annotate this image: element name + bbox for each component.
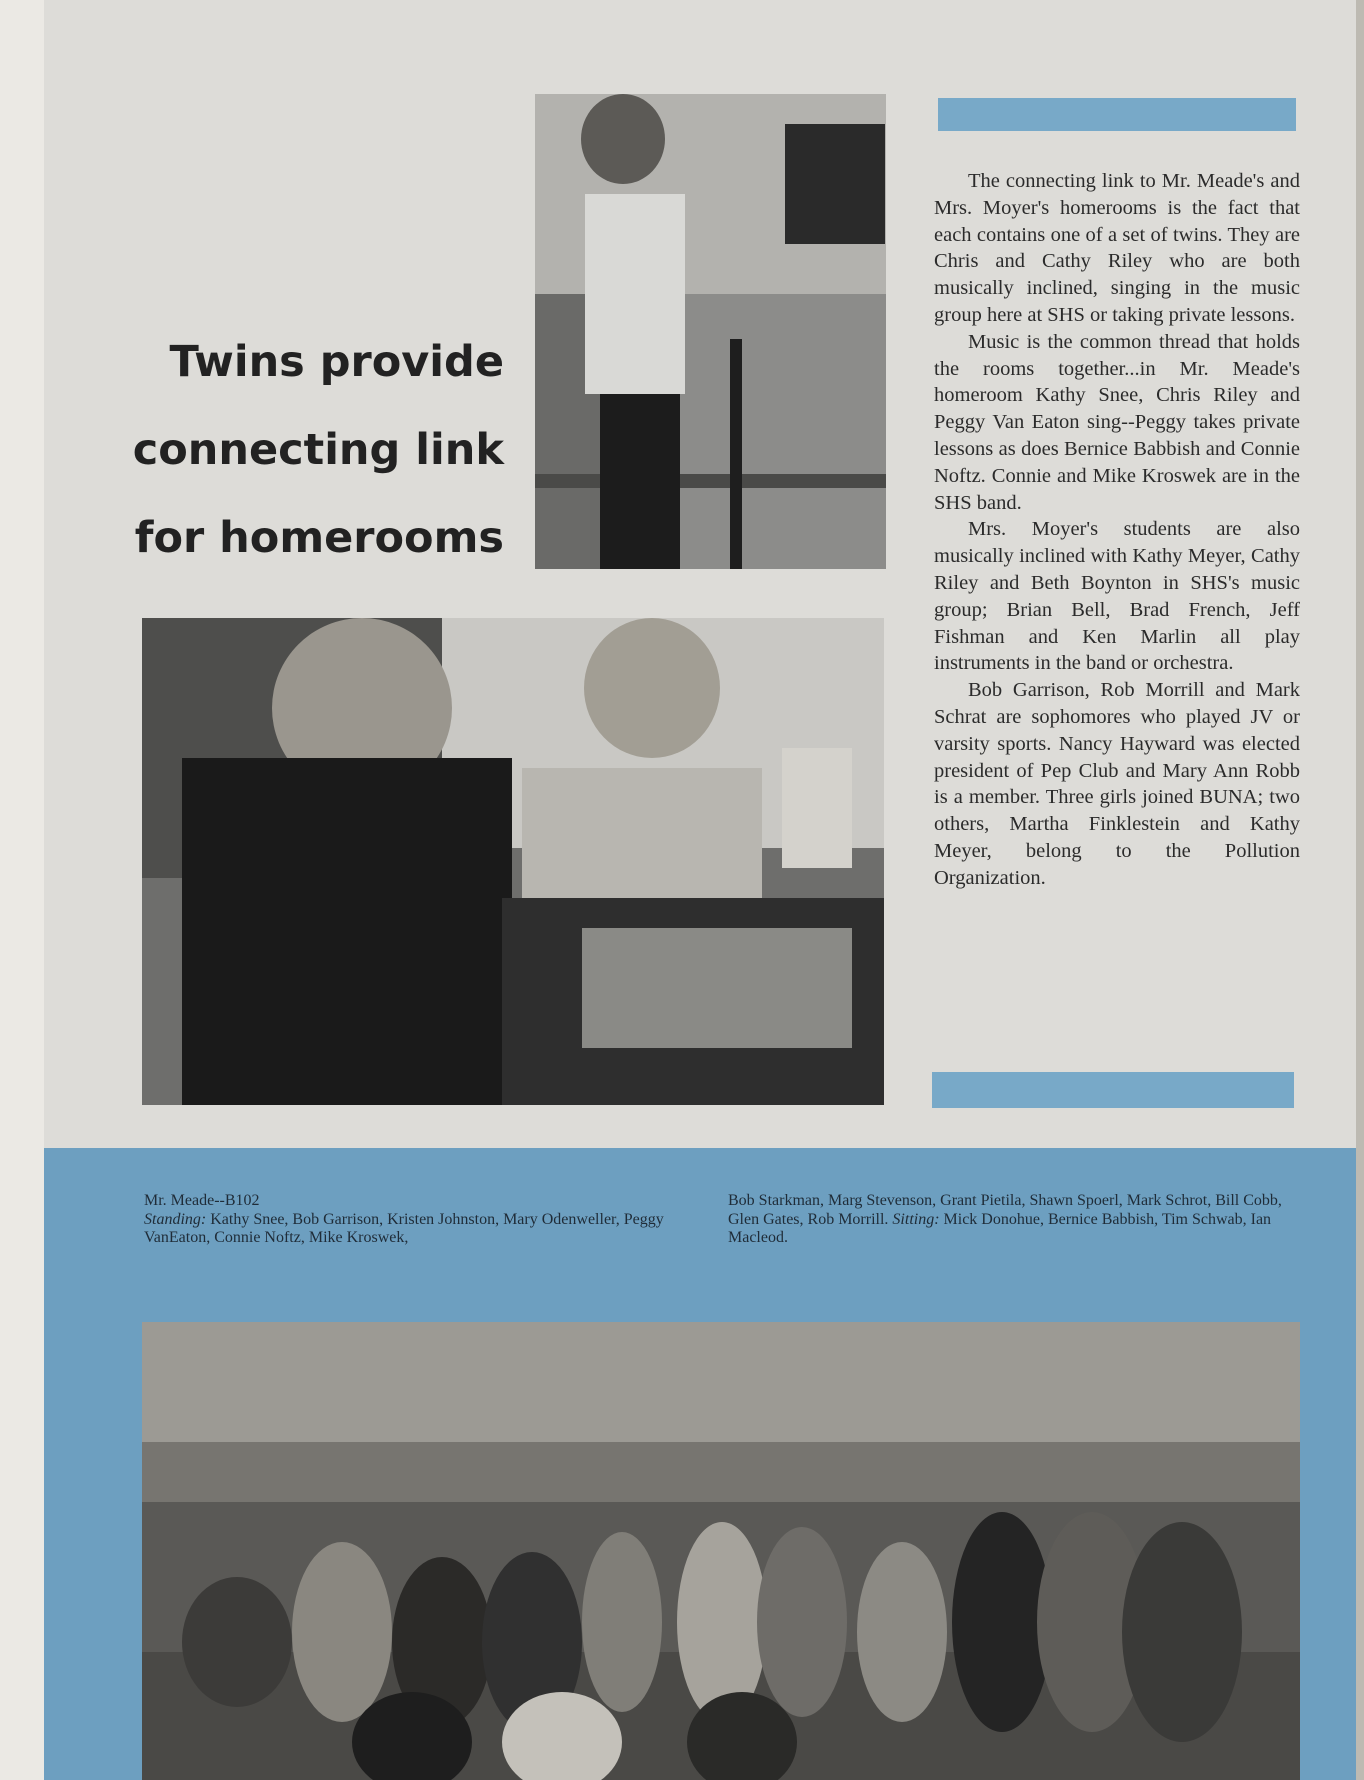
caption-continued: [728, 1192, 1294, 1248]
caption-sitting-label: Sitting:: [892, 1210, 940, 1228]
article-paragraph: Mrs. Moyer's students are also musically inclined with Kathy Meyer, Cathy Riley and Beth Boynton in SHS's music group; Brian Bell, Brad French, Jeff Fishman and Ken Marlin all play instruments in the band or orchestra.: [934, 518, 1300, 675]
accent-bar-top: [938, 98, 1296, 131]
page-left-margin: [0, 0, 44, 1780]
caption-standing-names: Kathy Snee, Bob Garrison, Kristen Johnston, Mary Odenweller, Peggy VanEaton, Connie Noftz, Mike Kroswek,: [144, 1210, 664, 1246]
article-paragraph: Bob Garrison, Rob Morrill and Mark Schrat are sophomores who played JV or varsity sports. Nancy Hayward was elected president of Pep Club and Mary Ann Robb is a member. Three girls joined BUNA; two others, Martha Finklestein and Kathy Meyer, belong to the Pollution Organization.: [934, 679, 1300, 889]
caption-sitting-names: Mick Donohue, Bernice Babbish, Tim Schwab, Ian Macleod.: [728, 1210, 1272, 1246]
article-paragraph: The connecting link to Mr. Meade's and Mrs. Moyer's homerooms is the fact that each contains one of a set of twins. They are Chris and Cathy Riley who are both musically inclined, singing in the music group here at SHS or taking private lessons.: [934, 170, 1300, 326]
photo-homeroom-group: [142, 1322, 1300, 1780]
photo-students-duplicator: [142, 618, 884, 1105]
caption-standing: [144, 1211, 702, 1248]
headline: [120, 318, 504, 582]
headline-line-3: for homerooms: [134, 513, 504, 563]
photo-student-projector: [535, 94, 886, 569]
page-right-edge: [1356, 0, 1364, 1780]
caption-left-column: [144, 1192, 702, 1248]
caption-room: Mr. Meade--B102: [144, 1192, 260, 1209]
accent-bar-bottom: [932, 1072, 1294, 1108]
article-paragraph: Music is the common thread that holds the rooms together...in Mr. Meade's homeroom Kathy Snee, Chris Riley and Peggy Van Eaton sing--Peggy takes private lessons as does Bernice Babbish and Connie Noftz. Connie and Mike Kroswek are in the SHS band.: [934, 330, 1300, 514]
caption-right-column: [728, 1192, 1294, 1248]
caption-standing-names-continued: Bob Starkman, Marg Stevenson, Grant Pietila, Shawn Spoerl, Mark Schrot, Bill Cobb, Glen Gates, Rob Morrill.: [728, 1192, 1282, 1228]
headline-line-1: Twins provide: [169, 337, 504, 387]
article-body: [934, 168, 1300, 892]
caption-standing-label: Standing:: [144, 1210, 207, 1228]
headline-line-2: connecting link: [132, 425, 504, 475]
